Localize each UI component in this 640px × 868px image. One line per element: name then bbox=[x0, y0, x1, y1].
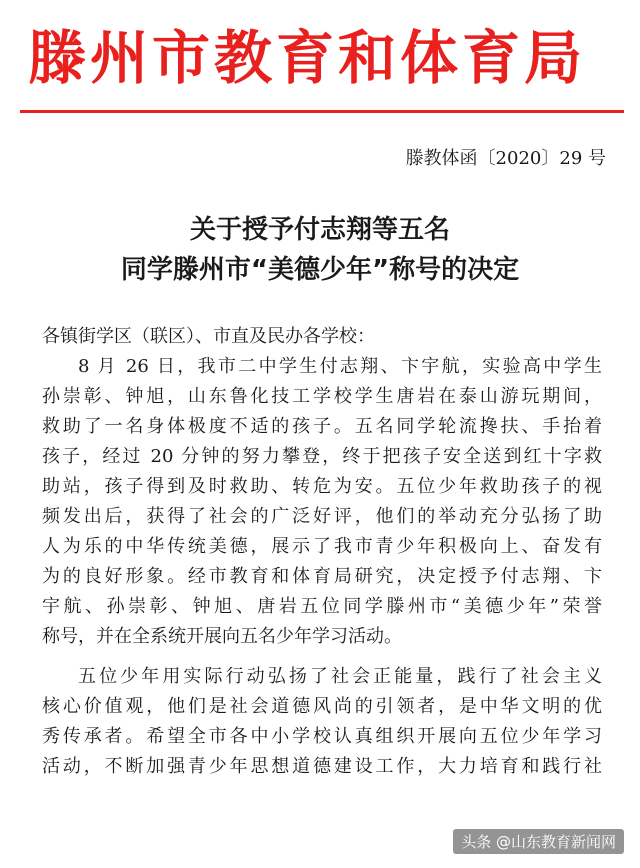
document-title-line-2: 同学滕州市“美德少年”称号的决定 bbox=[120, 255, 520, 285]
paragraph-1-line: 孙崇彰、钟旭，山东鲁化技工学校学生唐岩在泰山游玩期间， bbox=[42, 386, 602, 407]
document-number: 滕教体函〔2020〕29 号 bbox=[405, 148, 606, 169]
paragraph-2-line: 五位少年用实际行动弘扬了社会正能量，践行了社会主义 bbox=[78, 666, 602, 687]
paragraph-1-line: 频发出后，获得了社会的广泛好评，他们的举动充分弘扬了助 bbox=[42, 506, 602, 527]
paragraph-2-line: 核心价值观，他们是社会道德风尚的引领者，是中华文明的优 bbox=[42, 696, 602, 717]
agency-masthead: 滕州市教育和体育局 bbox=[28, 24, 587, 92]
paragraph-1-line: 称号，并在全系统开展向五名少年学习活动。 bbox=[42, 626, 402, 647]
paragraph-1-line: 宇航、孙崇彰、钟旭、唐岩五位同学滕州市“美德少年”荣誉 bbox=[42, 596, 602, 617]
paragraph-2-line: 秀传承者。希望全市各中小学校认真组织开展向五位少年学习 bbox=[42, 726, 602, 747]
paragraph-2-line: 活动，不断加强青少年思想道德建设工作，大力培育和践行社 bbox=[42, 756, 602, 777]
document-title-line-1: 关于授予付志翔等五名 bbox=[189, 215, 450, 245]
paragraph-1-line: 救助了一名身体极度不适的孩子。五名同学轮流搀扶、手抬着 bbox=[42, 416, 602, 437]
paragraph-1-line: 8 月 26 日，我市二中学生付志翔、卞宇航，实验高中学生 bbox=[78, 356, 602, 377]
paragraph-1-line: 为的良好形象。经市教育和体育局研究，决定授予付志翔、卞 bbox=[42, 566, 602, 587]
salutation: 各镇街学区（联区）、市直及民办各学校： bbox=[42, 326, 375, 347]
paragraph-1-line: 助站，孩子得到及时救助、转危为安。五位少年救助孩子的视 bbox=[42, 476, 602, 497]
paragraph-1-line: 人为乐的中华传统美德，展示了我市青少年积极向上、奋发有 bbox=[42, 536, 602, 557]
header-divider bbox=[20, 110, 624, 113]
source-watermark: 头条 @山东教育新闻网 bbox=[453, 829, 624, 854]
paragraph-1-line: 孩子，经过 20 分钟的努力攀登，终于把孩子安全送到红十字救 bbox=[42, 446, 602, 467]
